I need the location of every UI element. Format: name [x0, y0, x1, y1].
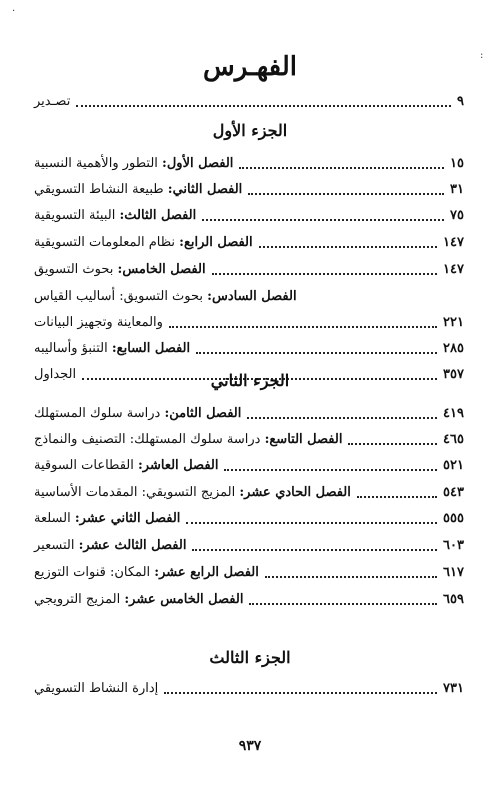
entry-page: ٣٥٧	[443, 367, 464, 382]
dot-leader	[186, 522, 437, 524]
entry-page: ٧٥	[450, 208, 464, 223]
dot-leader	[196, 352, 437, 354]
entry-label: تصـدير	[34, 94, 71, 109]
entry-page: ٢٢١	[443, 315, 464, 330]
entry-page: ١٥	[450, 156, 464, 171]
dot-leader	[164, 692, 437, 694]
entry-page: ١٤٧	[443, 262, 464, 277]
dot-leader	[76, 105, 451, 107]
toc-entry[interactable]	[34, 233, 464, 253]
page-number: ٩٣٧	[238, 738, 262, 754]
entry-page: ٩	[457, 94, 464, 109]
entry-page: ٥٢١	[443, 458, 464, 473]
entry-page: ٦٥٩	[443, 592, 464, 607]
scan-mark: :	[480, 50, 484, 61]
dot-leader	[357, 496, 437, 498]
toc-entry[interactable]	[34, 563, 464, 583]
chapter-prefix: الفصل الأول:	[162, 156, 234, 171]
entry-page: ١٤٧	[443, 235, 464, 250]
toc-entry[interactable]	[34, 483, 464, 503]
entry-page: ٥٤٣	[443, 485, 464, 500]
chapter-prefix: الفصل الثالث:	[119, 208, 197, 223]
chapter-prefix: الفصل الحادي عشر:	[239, 485, 351, 500]
dot-leader	[259, 246, 437, 248]
toc-entry[interactable]	[34, 590, 464, 610]
chapter-title: طبيعة النشاط التسويقي	[34, 182, 164, 197]
chapter-title: إدارة النشاط التسويقي	[34, 681, 159, 696]
chapter-title: بحوث التسويق	[34, 262, 114, 277]
chapter-prefix: الفصل الثاني:	[167, 182, 243, 197]
chapter-title: التطور والأهمية النسبية	[34, 156, 158, 171]
chapter-prefix: الفصل الخامس عشر:	[124, 592, 244, 607]
chapter-title: المزيج التسويقي: المقدمات الأساسية	[34, 485, 236, 500]
dot-leader	[247, 417, 437, 419]
chapter-title: نظام المعلومات التسويقية	[34, 235, 175, 250]
toc-entry[interactable]	[34, 404, 464, 424]
entry-page: ٤٦٥	[443, 432, 464, 447]
toc-entry[interactable]	[34, 154, 464, 174]
part-heading: الجزء الأول	[212, 121, 288, 140]
chapter-prefix: الفصل السادس:	[207, 289, 297, 304]
chapter-prefix: الفصل الخامس:	[117, 262, 206, 277]
entry-page: ٤١٩	[443, 406, 464, 421]
toc-entry[interactable]	[34, 180, 464, 200]
dot-leader	[224, 469, 437, 471]
chapter-prefix: الفصل السابع:	[111, 341, 191, 356]
part-heading: الجزء الثالث	[209, 648, 291, 667]
chapter-title: المكان: قنوات التوزيع	[34, 565, 151, 580]
toc-entry[interactable]	[34, 536, 464, 556]
toc-entry[interactable]	[34, 206, 464, 226]
dot-leader	[192, 549, 437, 551]
toc-entry[interactable]	[34, 260, 464, 280]
chapter-title: دراسة سلوك المستهلك	[34, 406, 161, 421]
part-heading: الجزء الثاني	[210, 371, 290, 390]
dot-leader	[212, 273, 437, 275]
dot-leader	[169, 326, 437, 328]
entry-page: ٧٣١	[443, 681, 464, 696]
chapter-title: القطاعات السوقية	[34, 458, 134, 473]
dot-leader	[249, 603, 437, 605]
toc-entry[interactable]	[34, 339, 464, 359]
dot-leader	[265, 576, 437, 578]
dot-leader	[348, 443, 437, 445]
chapter-title: التسعير	[34, 538, 75, 553]
chapter-prefix: الفصل الثامن:	[164, 406, 242, 421]
chapter-prefix: الفصل التاسع:	[264, 432, 343, 447]
toc-entry[interactable]	[34, 313, 464, 333]
toc-entry-preface[interactable]	[34, 92, 464, 112]
chapter-title: السلعة	[34, 511, 71, 526]
chapter-prefix: الفصل العاشر:	[138, 458, 219, 473]
dot-leader	[202, 219, 444, 221]
scan-mark: ·	[12, 6, 16, 17]
entry-page: ٣١	[450, 182, 464, 197]
entry-page: ٦١٧	[443, 565, 464, 580]
chapter-prefix: الفصل الثالث عشر:	[78, 538, 187, 553]
entry-page: ٦٠٣	[443, 538, 464, 553]
entry-page: ٥٥٥	[443, 511, 464, 526]
entry-page: ٢٨٥	[443, 341, 464, 356]
chapter-prefix: الفصل الرابع:	[179, 235, 253, 250]
chapter-title: المزيج الترويجي	[34, 592, 121, 607]
chapter-title: والمعاينة وتجهيز البيانات	[34, 315, 163, 330]
page-title: الفهـرس	[203, 52, 297, 82]
chapter-title: بحوث التسويق: أساليب القياس	[34, 289, 204, 304]
chapter-prefix: الفصل الثاني عشر:	[74, 511, 181, 526]
chapter-prefix: الفصل الرابع عشر:	[154, 565, 259, 580]
toc-entry[interactable]	[34, 287, 464, 307]
toc-entry[interactable]	[34, 679, 464, 699]
dot-leader	[248, 193, 444, 195]
chapter-title: التنبؤ وأساليبه	[34, 341, 108, 356]
chapter-title: الجداول	[34, 367, 77, 382]
chapter-title: البيئة التسويقية	[34, 208, 116, 223]
dot-leader	[239, 167, 444, 169]
toc-entry[interactable]	[34, 430, 464, 450]
chapter-title: دراسة سلوك المستهلك: التصنيف والنماذج	[34, 432, 261, 447]
toc-entry[interactable]	[34, 509, 464, 529]
toc-entry[interactable]	[34, 456, 464, 476]
